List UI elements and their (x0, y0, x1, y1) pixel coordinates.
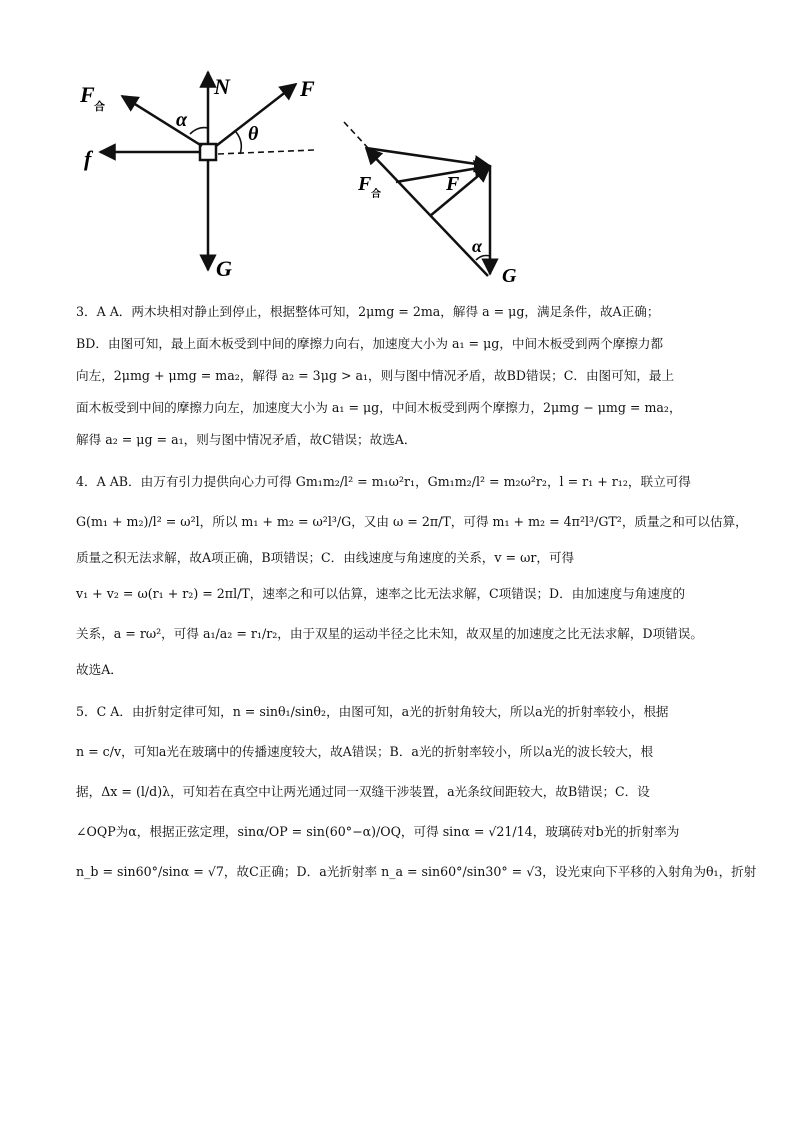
force-diagram-svg (78, 62, 328, 286)
theta-arc (236, 132, 241, 154)
net-force-vector (366, 148, 488, 276)
answer-3 (76, 296, 728, 456)
answer-4-line-4: v₁ + v₂ = ω(r₁ + r₂) = 2πl/T，速率之和可以估算，速率之比无法求解，C项错误；D．由加速度与角速度的 (76, 586, 686, 601)
answer-5-line-3: 据，Δx = (l/d)λ，可知若在真空中让两光通过同一双缝干涉装置，a光条纹间距较大，故B错误；C．设 (76, 784, 650, 799)
net-force-label: F (80, 82, 95, 107)
net-force-arrow (122, 96, 202, 146)
question-number: 3．A (76, 304, 106, 319)
answer-4-line-2: G(m₁ + m₂)/l² = ω²l，所以 m₁ + m₂ = ω²l³/G，又由 ω = 2π/T，可得 m₁ + m₂ = 4π²l³/GT²，质量之和可以估算， (76, 514, 748, 529)
answer-4-line-6: 故选A． (76, 662, 123, 677)
answer-5-line-5: n_b = sin60°/sinα = √7，故C正确；D．a光折射率 n_a = sin60°/sin30° = √3，设光束向下平移的入射角为θ₁，折射 (76, 864, 757, 879)
net-force-subscript-2: 合 (371, 189, 381, 200)
answer-4 (76, 462, 748, 686)
normal-force-label: N (214, 74, 230, 99)
answer-3-line-3: 向左，2μmg + μmg = ma₂，解得 a₂ = 3μg > a₁，则与图中情况矛盾，故BD错误；C．由图可知，最上 (76, 368, 675, 383)
dashed-reference-line (218, 150, 314, 154)
gravity-label: G (216, 256, 232, 281)
answer-4-line-3: 质量之积无法求解，故A项正确，B项错误；C．由线速度与角速度的关系，v = ωr，可得 (76, 550, 575, 565)
answer-5-line-1: 5．C A．由折射定律可知，n = sinθ₁/sinθ₂，由图可知，a光的折射角较大，所以a光的折射率较小，根据 (76, 692, 728, 732)
alpha-label: α (176, 109, 188, 131)
net-force-label-2: F (358, 173, 372, 195)
applied-force-label: F (300, 76, 315, 101)
net-force-subscript: 合 (94, 100, 105, 113)
alpha-arc (190, 128, 208, 134)
mid-vector-1 (396, 166, 490, 182)
answer-5-line-4: ∠OQP为α，根据正弦定理，sinα/OP = sin(60°−α)/OQ，可得 sinα = √21/14，玻璃砖对b光的折射率为 (76, 824, 680, 839)
answer-3-line-1: 3．A A．两木块相对静止到停止，根据整体可知，2μmg = 2ma，解得 a = μg，满足条件，故A正确； (76, 296, 728, 328)
gravity-label-2: G (502, 265, 517, 287)
answer-text (76, 296, 757, 892)
top-edge-vector (366, 148, 490, 166)
answer-5-line-2: n = c/v，可知a光在玻璃中的传播速度较大，故A错误；B．a光的折射率较小，所以a光的波长较大，根 (76, 744, 654, 759)
question-number: 5．C (76, 704, 107, 719)
theta-label: θ (248, 123, 259, 145)
answer-3-line-4: 面木板受到中间的摩擦力向左，加速度大小为 a₁ = μg，中间木板受到两个摩擦力，2μmg − μmg = ma₂， (76, 400, 682, 415)
vector-triangle (338, 118, 538, 290)
alpha-arc-2 (476, 256, 490, 261)
question-number: 4．A (76, 474, 106, 489)
answer-4-line-1: 4．A AB．由万有引力提供向心力可得 Gm₁m₂/l² = m₁ω²r₁，Gm₁m₂/l² = m₂ω²r₂，l = r₁ + r₁₂，联立可得 (76, 462, 728, 502)
answer-3-line-5: 解得 a₂ = μg = a₁，则与图中情况矛盾，故C错误；故选A． (76, 432, 417, 447)
applied-force-label-2: F (446, 173, 460, 195)
answer-4-line-5: 关系，a = rω²，可得 a₁/a₂ = r₁/r₂，由于双星的运动半径之比未知，故双星的加速度之比无法求解，D项错误。 (76, 626, 703, 641)
alpha-label-2: α (472, 236, 482, 256)
dashed-extension (344, 122, 368, 148)
force-diagram (78, 62, 328, 286)
answer-5 (76, 692, 757, 892)
block-box (200, 144, 216, 160)
friction-label: f (84, 146, 92, 171)
vector-triangle-svg (338, 118, 538, 290)
answer-3-line-2: BD．由图可知，最上面木板受到中间的摩擦力向右，加速度大小为 a₁ = μg，中间木板受到两个摩擦力都 (76, 336, 664, 351)
